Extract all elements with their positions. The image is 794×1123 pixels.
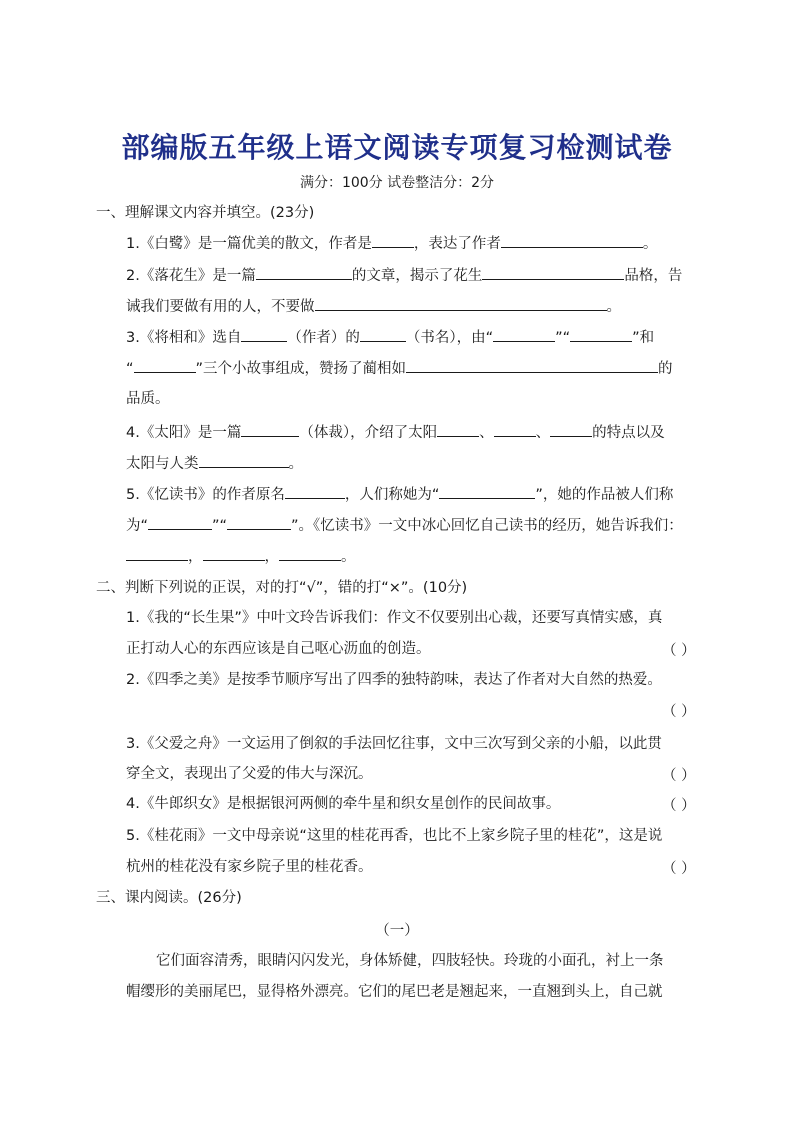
s1-q5-cont2: ， ， 。 — [126, 546, 356, 567]
answer-paren[interactable]: （ ） — [662, 643, 696, 659]
section2-heading: 二、判断下列说的正误，对的打“√”，错的打“×”。(10分) — [96, 580, 468, 596]
answer-paren[interactable]: （ ） — [662, 768, 696, 784]
blank[interactable] — [241, 327, 287, 342]
s1-q3-cont2: 品质。 — [126, 391, 170, 407]
blank[interactable] — [315, 296, 607, 311]
section3-heading: 三、课内阅读。(26分) — [96, 890, 242, 906]
passage-line: 帽缨形的美丽尾巴，显得格外漂亮。它们的尾巴老是翘起来，一直翘到头上，自己就 — [126, 984, 663, 1000]
s2-q2: 2.《四季之美》是按季节顺序写出了四季的独特韵味，表达了作者对大自然的热爱。 — [126, 672, 662, 688]
s2-q5: 5.《桂花雨》一文中母亲说“这里的桂花再香，也比不上家乡院子里的桂花”，这是说 — [126, 828, 663, 844]
s2-q3: 3.《父爱之舟》一文运用了倒叙的手法回忆往事，文中三次写到父亲的小船，以此贯 — [126, 736, 662, 752]
blank[interactable] — [570, 327, 632, 342]
answer-paren[interactable]: （ ） — [662, 861, 696, 877]
score-info: 满分：100分 试卷整洁分：2分 — [299, 175, 495, 191]
s2-q1: 1.《我的“长生果”》中叶文玲告诉我们：作文不仅要别出心裁，还要写真情实感，真 — [126, 610, 663, 626]
blank[interactable] — [494, 422, 536, 437]
blank[interactable] — [148, 515, 212, 530]
s2-q3-cont: 穿全文，表现出了父爱的伟大与深沉。 — [126, 766, 373, 782]
blank[interactable] — [550, 422, 592, 437]
s1-q4: 4.《太阳》是一篇 （体裁），介绍了太阳 、 、 的特点以及 — [126, 422, 665, 443]
blank[interactable] — [279, 546, 341, 561]
blank[interactable] — [482, 265, 624, 280]
blank[interactable] — [241, 422, 299, 437]
answer-paren[interactable]: （ ） — [662, 704, 696, 720]
s1-q3-cont: “ ”三个小故事组成，赞扬了蔺相如 的 — [126, 358, 673, 379]
s2-q5-cont: 杭州的桂花没有家乡院子里的桂花香。 — [126, 859, 373, 875]
exam-title: 部编版五年级上语文阅读专项复习检测试卷 — [121, 131, 673, 164]
blank[interactable] — [501, 233, 643, 248]
s1-q3: 3.《将相和》选自 （作者）的 （书名），由“ ”“ ”和 — [126, 327, 654, 348]
s1-q1: 1.《白鹭》是一篇优美的散文，作者是 ，表达了作者 。 — [126, 233, 657, 254]
blank[interactable] — [437, 422, 479, 437]
answer-paren[interactable]: （ ） — [662, 798, 696, 814]
blank[interactable] — [227, 515, 291, 530]
blank[interactable] — [203, 546, 265, 561]
s1-q5: 5.《忆读书》的作者原名 ，人们称她为“ ”，她的作品被人们称 — [126, 484, 673, 505]
s1-q5-cont: 为“ ”“ ”。《忆读书》一文中冰心回忆自己读书的经历，她告诉我们： — [126, 515, 683, 536]
s1-q4-cont: 太阳与人类 。 — [126, 453, 303, 474]
s1-q2: 2.《落花生》是一篇 的文章，揭示了花生 品格，告 — [126, 265, 682, 286]
blank[interactable] — [360, 327, 406, 342]
s2-q4: 4.《牛郎织女》是根据银河两侧的牵牛星和织女星创作的民间故事。 — [126, 796, 561, 812]
s2-q1-cont: 正打动人心的东西应该是自己呕心沥血的创造。 — [126, 641, 431, 657]
blank[interactable] — [439, 484, 535, 499]
blank[interactable] — [406, 358, 658, 373]
blank[interactable] — [493, 327, 555, 342]
section1-heading: 一、理解课文内容并填空。(23分) — [96, 205, 315, 221]
passage-line: 它们面容清秀，眼睛闪闪发光，身体矫健，四肢轻快。玲珑的小面孔，衬上一条 — [156, 953, 664, 969]
blank[interactable] — [285, 484, 345, 499]
s1-q2-cont: 诫我们要做有用的人，不要做 。 — [126, 296, 621, 317]
blank[interactable] — [134, 358, 196, 373]
blank[interactable] — [256, 265, 352, 280]
passage-part-label: （一） — [375, 923, 419, 939]
blank[interactable] — [126, 546, 188, 561]
blank[interactable] — [199, 453, 289, 468]
blank[interactable] — [372, 233, 414, 248]
